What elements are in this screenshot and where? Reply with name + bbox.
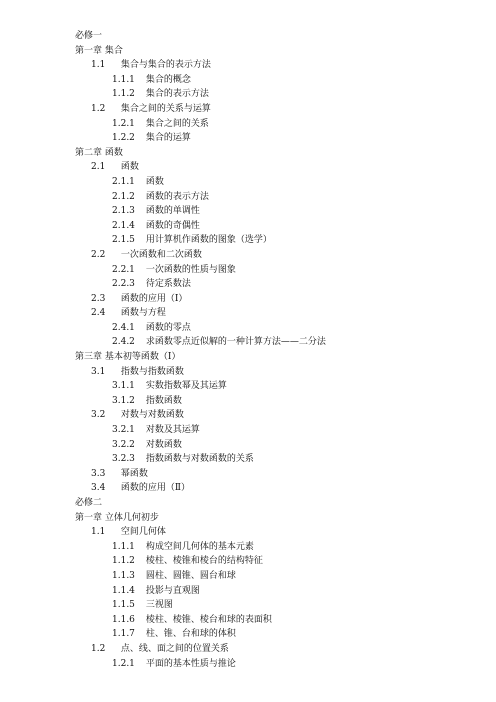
toc-title: 立体几何初步 — [104, 512, 159, 523]
table-of-contents — [75, 29, 476, 671]
toc-line — [75, 190, 476, 205]
toc-line — [75, 29, 476, 44]
toc-title: 集合的运算 — [145, 133, 191, 144]
toc-number: 1.2 — [91, 643, 106, 654]
toc-title: 必修一 — [75, 31, 103, 41]
toc-title: 点、线、面之间的位置关系 — [120, 643, 229, 654]
toc-line — [75, 131, 476, 146]
toc-line — [75, 175, 476, 190]
toc-number: 2.1.3 — [112, 206, 135, 217]
toc-line — [75, 584, 476, 599]
toc-number: 1.2.2 — [112, 133, 135, 144]
toc-line — [75, 350, 476, 365]
toc-title: 集合与集合的表示方法 — [120, 60, 211, 71]
toc-number: 1.1.2 — [112, 89, 135, 100]
toc-number: 第一章 — [75, 45, 103, 56]
toc-number: 3.4 — [91, 483, 106, 494]
toc-title: 函数的零点 — [145, 322, 191, 333]
toc-line — [75, 452, 476, 467]
toc-title: 实数指数幂及其运算 — [145, 381, 227, 392]
toc-number: 3.2 — [91, 410, 106, 421]
toc-number: 1.1.7 — [112, 629, 135, 640]
toc-number: 2.2.3 — [112, 279, 135, 290]
toc-line — [75, 598, 476, 613]
toc-line — [75, 365, 476, 380]
toc-line — [75, 642, 476, 657]
toc-title: 函数 — [104, 147, 123, 158]
toc-title: 待定系数法 — [145, 279, 191, 290]
toc-number: 2.1 — [91, 162, 106, 173]
toc-line — [75, 481, 476, 496]
toc-title: 函数的应用（Ⅱ） — [120, 483, 190, 494]
toc-title: 指数函数与对数函数的关系 — [145, 454, 254, 465]
toc-number: 2.4.1 — [112, 322, 135, 333]
toc-line — [75, 44, 476, 59]
toc-title: 基本初等函数（Ⅰ） — [104, 352, 181, 363]
toc-number: 2.2.1 — [112, 264, 135, 275]
toc-line — [75, 277, 476, 292]
toc-line — [75, 335, 476, 350]
toc-line — [75, 146, 476, 161]
toc-line — [75, 496, 476, 511]
toc-title: 空间几何体 — [120, 527, 166, 538]
toc-line — [75, 569, 476, 584]
toc-line — [75, 306, 476, 321]
toc-line — [75, 540, 476, 555]
toc-title: 用计算机作函数的图象（选学） — [145, 235, 272, 246]
toc-line — [75, 467, 476, 482]
toc-title: 指数函数 — [145, 395, 182, 406]
toc-title: 对数函数 — [145, 439, 182, 450]
toc-line — [75, 613, 476, 628]
toc-title: 一次函数的性质与图象 — [145, 264, 236, 275]
toc-line — [75, 233, 476, 248]
toc-number: 3.3 — [91, 468, 106, 479]
toc-title: 函数 — [145, 176, 164, 187]
toc-number: 1.1.4 — [112, 585, 135, 596]
toc-number: 2.2 — [91, 249, 106, 260]
toc-number: 第三章 — [75, 352, 103, 363]
toc-title: 集合之间的关系 — [145, 118, 209, 129]
toc-title: 函数与方程 — [120, 308, 166, 319]
toc-title: 圆柱、圆锥、圆台和球 — [145, 570, 236, 581]
toc-line — [75, 58, 476, 73]
toc-title: 对数与对数函数 — [120, 410, 184, 421]
toc-title: 必修二 — [75, 498, 103, 508]
toc-line — [75, 160, 476, 175]
toc-title: 平面的基本性质与推论 — [145, 658, 236, 669]
toc-line — [75, 627, 476, 642]
toc-title: 指数与指数函数 — [120, 366, 184, 377]
toc-title: 对数及其运算 — [145, 425, 200, 436]
toc-title: 函数的单调性 — [145, 206, 200, 217]
toc-title: 集合之间的关系与运算 — [120, 103, 211, 114]
toc-number: 1.1.1 — [112, 541, 135, 552]
toc-line — [75, 87, 476, 102]
toc-number: 3.2.1 — [112, 425, 135, 436]
toc-line — [75, 511, 476, 526]
toc-line — [75, 423, 476, 438]
toc-number: 2.1.1 — [112, 176, 135, 187]
toc-number: 第一章 — [75, 512, 103, 523]
toc-number: 3.1.1 — [112, 381, 135, 392]
toc-number: 1.1 — [91, 527, 106, 538]
toc-title: 一次函数和二次函数 — [120, 249, 202, 260]
toc-number: 1.2.1 — [112, 658, 135, 669]
toc-number: 2.1.4 — [112, 220, 135, 231]
toc-line — [75, 438, 476, 453]
toc-number: 3.2.3 — [112, 454, 135, 465]
toc-number: 1.1.3 — [112, 570, 135, 581]
toc-number: 3.2.2 — [112, 439, 135, 450]
toc-title: 函数的表示方法 — [145, 191, 209, 202]
toc-title: 集合的表示方法 — [145, 89, 209, 100]
toc-number: 2.4 — [91, 308, 106, 319]
toc-line — [75, 204, 476, 219]
toc-line — [75, 408, 476, 423]
toc-line — [75, 263, 476, 278]
toc-number: 1.1 — [91, 60, 106, 71]
toc-title: 求函数零点近似解的一种计算方法——二分法 — [145, 337, 326, 348]
toc-number: 3.1 — [91, 366, 106, 377]
toc-title: 三视图 — [145, 600, 173, 611]
toc-number: 1.1.5 — [112, 600, 135, 611]
toc-line — [75, 379, 476, 394]
toc-number: 1.1.6 — [112, 614, 135, 625]
toc-title: 函数的应用（Ⅰ） — [120, 293, 188, 304]
toc-number: 1.2.1 — [112, 118, 135, 129]
toc-number: 1.1.1 — [112, 74, 135, 85]
toc-title: 集合的概念 — [145, 74, 191, 85]
toc-title: 投影与直观图 — [145, 585, 200, 596]
toc-line — [75, 102, 476, 117]
toc-number: 1.2 — [91, 103, 106, 114]
toc-title: 柱、锥、台和球的体积 — [145, 629, 236, 640]
toc-title: 棱柱、棱锥、棱台和球的表面积 — [145, 614, 272, 625]
toc-line — [75, 292, 476, 307]
toc-line — [75, 73, 476, 88]
toc-title: 幂函数 — [120, 468, 148, 479]
toc-line — [75, 394, 476, 409]
toc-number: 3.1.2 — [112, 395, 135, 406]
toc-line — [75, 219, 476, 234]
toc-number: 第二章 — [75, 147, 103, 158]
toc-line — [75, 554, 476, 569]
toc-number: 2.3 — [91, 293, 106, 304]
toc-number: 2.1.2 — [112, 191, 135, 202]
toc-title: 集合 — [104, 45, 123, 56]
toc-number: 2.4.2 — [112, 337, 135, 348]
toc-title: 函数的奇偶性 — [145, 220, 200, 231]
toc-line — [75, 321, 476, 336]
toc-line — [75, 657, 476, 672]
toc-line — [75, 248, 476, 263]
toc-number: 1.1.2 — [112, 556, 135, 567]
toc-title: 棱柱、棱锥和棱台的结构特征 — [145, 556, 263, 567]
toc-title: 函数 — [120, 162, 139, 173]
toc-number: 2.1.5 — [112, 235, 135, 246]
toc-line — [75, 525, 476, 540]
toc-title: 构成空间几何体的基本元素 — [145, 541, 254, 552]
toc-line — [75, 117, 476, 132]
